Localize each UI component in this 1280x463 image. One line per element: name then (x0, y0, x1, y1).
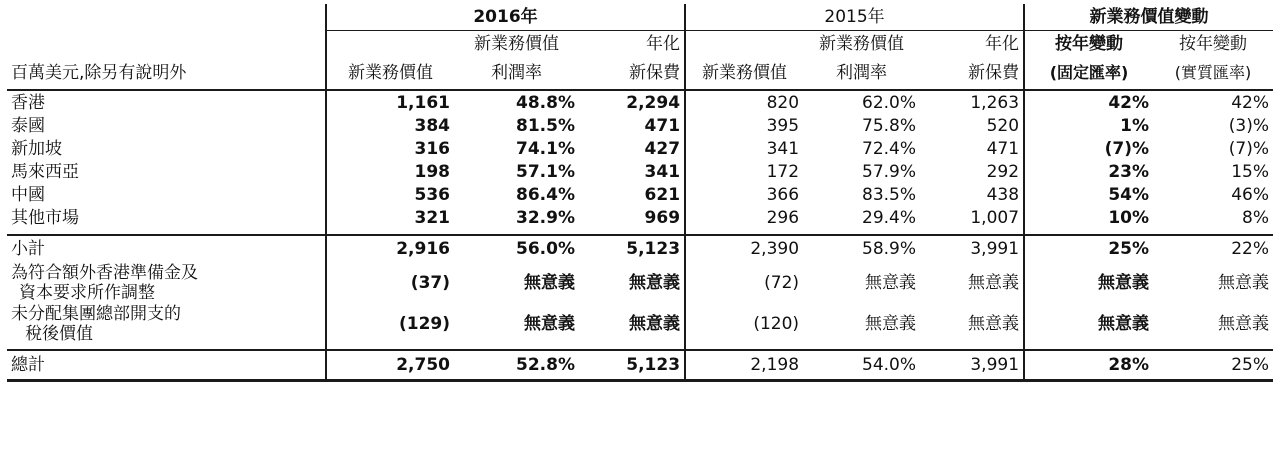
col-header-yoy-const-line1: 按年變動 (1055, 34, 1124, 54)
cell-margin-2016: 52.8% (454, 350, 579, 381)
table-row (7, 206, 1273, 229)
row-label: 小計 (7, 235, 326, 262)
cell-nbv-2015: 820 (766, 92, 800, 113)
row-label: 馬來西亞 (7, 160, 326, 183)
cell-nbv-2016: (129) (398, 313, 450, 334)
cell-nbv-2015: 2,198 (685, 350, 803, 381)
unit-label: 百萬美元,除另有說明外 (7, 57, 326, 90)
cell-margin-2016: 86.4% (516, 184, 575, 205)
row-label: 香港 (7, 90, 326, 114)
cell-nbv-2015: 395 (766, 115, 800, 136)
cell-change-const: 10% (1108, 207, 1150, 228)
header-blank (685, 31, 803, 58)
cell-nbv-2015: 2,390 (685, 235, 803, 262)
group-header-2015: 2015年 (685, 4, 1024, 31)
col-header-ape-2016-line2: 新保費 (579, 57, 685, 90)
cell-ape-2015: 471 (920, 137, 1024, 160)
row-label: 其他市場 (7, 206, 326, 229)
cell-margin-2016: 無意義 (524, 272, 575, 293)
cell-ape-2015: 無意義 (920, 303, 1024, 344)
cell-ape-2015: 3,991 (920, 235, 1024, 262)
col-header-ape-2015-line2: 新保費 (920, 57, 1024, 90)
header-blank (326, 31, 454, 58)
cell-change-const: 無意義 (1098, 272, 1150, 293)
cell-margin-2015: 無意義 (865, 272, 917, 293)
table-row (7, 160, 1273, 183)
cell-ape-2015: 520 (920, 114, 1024, 137)
cell-margin-2015: 無意義 (865, 313, 917, 334)
col-header-yoy-actual-line1: 按年變動 (1179, 34, 1248, 54)
cell-change-const: 28% (1024, 350, 1153, 381)
col-header-margin-2016-line1: 新業務價值 (474, 34, 559, 54)
cell-ape-2016: 969 (579, 206, 685, 229)
cell-nbv-2015: 366 (766, 184, 800, 205)
cell-ape-2015: 1,007 (920, 206, 1024, 229)
cell-nbv-2016: 316 (414, 138, 450, 159)
cell-change-actual: 無意義 (1218, 272, 1270, 293)
header-blank (7, 31, 326, 58)
cell-margin-2016: 56.0% (454, 235, 579, 262)
cell-ape-2015: 292 (920, 160, 1024, 183)
cell-change-actual: (7)% (1228, 138, 1270, 159)
cell-nbv-2016: 536 (414, 184, 450, 205)
row-label (7, 303, 326, 344)
total-row (7, 350, 1273, 381)
table-row (7, 183, 1273, 206)
cell-nbv-2016: 2,916 (326, 235, 454, 262)
cell-change-const: 25% (1024, 235, 1153, 262)
cell-change-actual: (3)% (1228, 115, 1270, 136)
adjustment-row (7, 303, 1273, 344)
cell-margin-2016: 74.1% (516, 138, 575, 159)
row-label-line2: 資本要求所作調整 (19, 282, 155, 303)
cell-ape-2016: 427 (579, 137, 685, 160)
cell-margin-2015: 72.4% (862, 138, 917, 159)
cell-margin-2015: 62.0% (862, 92, 917, 113)
col-header-nbv-2016: 新業務價值 (326, 57, 454, 90)
cell-nbv-2015: 172 (766, 161, 800, 182)
cell-ape-2015: 無意義 (920, 262, 1024, 303)
col-header-yoy-actual-line2: (實質匯率) (1153, 57, 1273, 90)
subtotal-row (7, 235, 1273, 262)
group-header-2016: 2016年 (326, 4, 685, 31)
cell-change-actual: 15% (1231, 161, 1270, 182)
cell-nbv-2015: 341 (766, 138, 800, 159)
col-header-yoy-const-line2: (固定匯率) (1024, 57, 1153, 90)
cell-nbv-2016: 384 (414, 115, 450, 136)
cell-change-actual: 25% (1153, 350, 1273, 381)
cell-nbv-2016: 321 (414, 207, 450, 228)
cell-nbv-2015: (120) (753, 313, 800, 334)
cell-ape-2015: 3,991 (920, 350, 1024, 381)
cell-nbv-2016: 198 (414, 161, 450, 182)
header-blank (7, 4, 326, 31)
group-header-nbv-change: 新業務價值變動 (1024, 4, 1273, 31)
table-row (7, 90, 1273, 114)
cell-change-const: 54% (1108, 184, 1150, 205)
col-header-margin-2015-line1: 新業務價值 (819, 34, 905, 54)
cell-margin-2016: 48.8% (516, 92, 575, 113)
col-header-ape-2016-line1: 年化 (579, 31, 685, 58)
cell-margin-2015: 58.9% (803, 235, 920, 262)
cell-ape-2016: 無意義 (579, 262, 685, 303)
cell-change-actual: 無意義 (1218, 313, 1270, 334)
row-label: 總計 (7, 350, 326, 381)
col-header-margin-2016-line2: 利潤率 (454, 57, 579, 90)
col-header-margin-2015-line2: 利潤率 (803, 57, 920, 90)
row-label: 泰國 (7, 114, 326, 137)
row-label: 中國 (7, 183, 326, 206)
table-row (7, 114, 1273, 137)
cell-change-const: 23% (1108, 161, 1150, 182)
cell-ape-2016: 341 (579, 160, 685, 183)
cell-ape-2016: 471 (579, 114, 685, 137)
cell-change-const: (7)% (1104, 138, 1150, 159)
cell-nbv-2015: (72) (764, 272, 800, 293)
cell-change-actual: 42% (1231, 92, 1270, 113)
cell-ape-2016: 5,123 (579, 350, 685, 381)
cell-nbv-2016: 2,750 (326, 350, 454, 381)
row-label-line1: 未分配集團總部開支的 (11, 303, 181, 324)
cell-change-const: 42% (1108, 92, 1150, 113)
table-row (7, 137, 1273, 160)
cell-margin-2016: 無意義 (524, 313, 575, 334)
cell-ape-2016: 621 (579, 183, 685, 206)
row-label (7, 262, 326, 303)
col-header-nbv-2015: 新業務價值 (685, 57, 803, 90)
cell-margin-2016: 57.1% (516, 161, 575, 182)
row-label-line1: 為符合額外香港準備金及 (11, 262, 198, 283)
cell-change-const: 1% (1120, 115, 1150, 136)
cell-ape-2015: 438 (920, 183, 1024, 206)
cell-change-actual: 8% (1242, 207, 1270, 228)
cell-ape-2016: 2,294 (579, 90, 685, 114)
cell-change-actual: 22% (1153, 235, 1273, 262)
cell-margin-2015: 83.5% (862, 184, 917, 205)
cell-margin-2015: 57.9% (862, 161, 917, 182)
cell-margin-2015: 54.0% (803, 350, 920, 381)
cell-margin-2015: 29.4% (862, 207, 917, 228)
cell-margin-2015: 75.8% (862, 115, 917, 136)
cell-nbv-2016: 1,161 (396, 92, 450, 113)
cell-ape-2016: 5,123 (579, 235, 685, 262)
col-header-ape-2015-line1: 年化 (920, 31, 1024, 58)
cell-margin-2016: 81.5% (516, 115, 575, 136)
cell-margin-2016: 32.9% (516, 207, 575, 228)
adjustment-row (7, 262, 1273, 303)
cell-nbv-2016: (37) (410, 272, 450, 293)
row-label: 新加坡 (7, 137, 326, 160)
new-business-value-table (7, 4, 1273, 382)
cell-change-const: 無意義 (1098, 313, 1150, 334)
cell-ape-2015: 1,263 (920, 90, 1024, 114)
cell-change-actual: 46% (1231, 184, 1270, 205)
cell-ape-2016: 無意義 (579, 303, 685, 344)
row-label-line2: 稅後價值 (25, 323, 93, 344)
cell-nbv-2015: 296 (766, 207, 800, 228)
